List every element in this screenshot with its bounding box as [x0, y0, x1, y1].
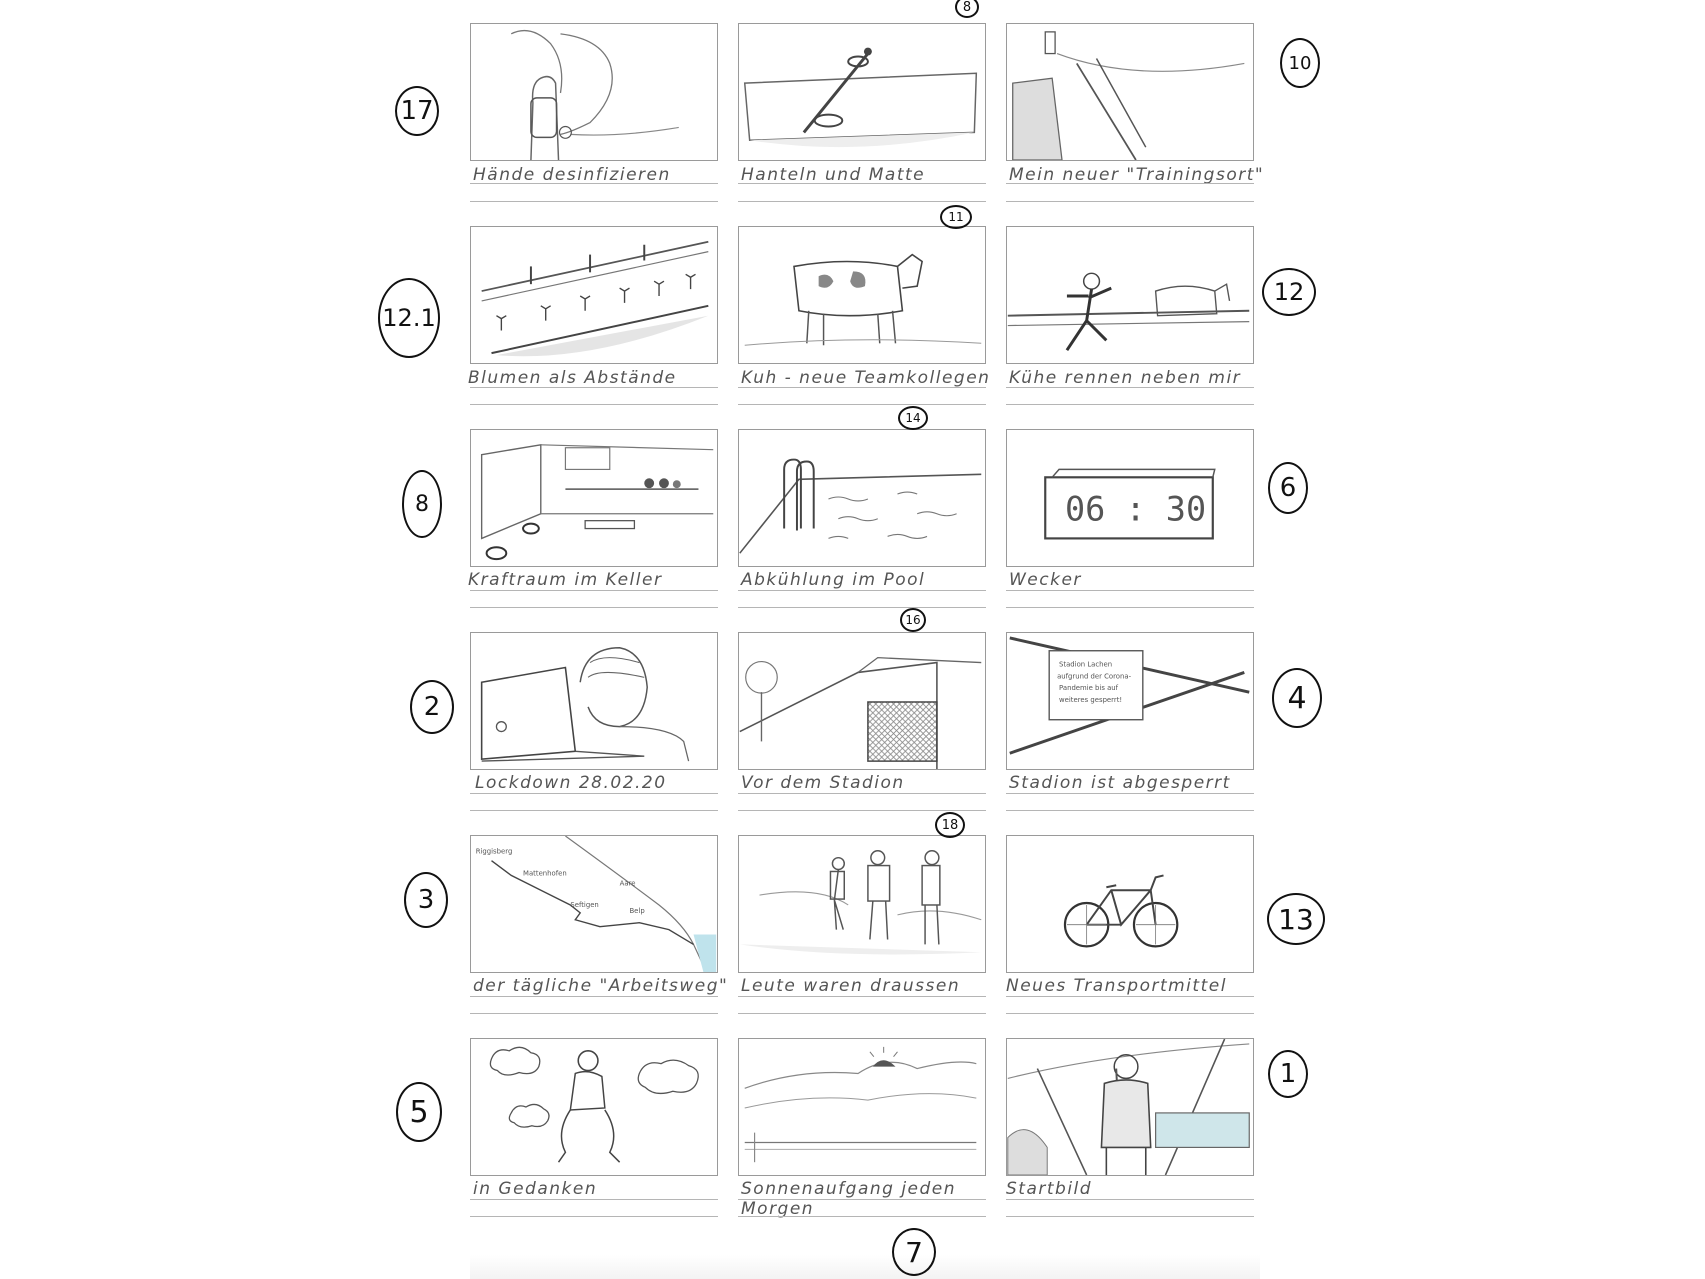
caption-line [1006, 810, 1254, 811]
panel-number: 8 [955, 0, 979, 18]
panel-cows-running [1006, 226, 1254, 364]
sign-line-4: weiteres gesperrt! [1059, 695, 1123, 704]
sketch-laptop-girl [471, 633, 717, 769]
caption-line [738, 183, 986, 184]
caption-line [470, 183, 718, 184]
page-bottom-shadow [470, 1255, 1260, 1279]
caption-line [470, 387, 718, 388]
sketch-start-image [1007, 1039, 1253, 1175]
sketch-closed-sign [1007, 633, 1253, 769]
panel-basement-gym [470, 429, 718, 567]
caption-line [738, 201, 986, 202]
caption-line [1006, 183, 1254, 184]
caption-line [470, 1013, 718, 1014]
caption-17: Sonnenaufgang jeden [741, 1179, 957, 1199]
clock-display: 06 : 30 [1064, 489, 1207, 529]
panel-cow [738, 226, 986, 364]
caption-line [470, 201, 718, 202]
panel-number: 3 [404, 872, 448, 928]
caption-line [738, 1216, 986, 1217]
sketch-alarm-clock [1007, 430, 1253, 566]
panel-number: 12.1 [378, 278, 440, 358]
panel-bicycle [1006, 835, 1254, 973]
panel-lockdown [470, 632, 718, 770]
panel-number: 1 [1268, 1050, 1308, 1098]
panel-number: 5 [396, 1082, 442, 1142]
caption-line [1006, 1216, 1254, 1217]
sign-line-3: Pandemie bis auf [1059, 684, 1119, 693]
sketch-hands [471, 24, 717, 160]
caption-line [738, 810, 986, 811]
panel-number: 17 [395, 86, 439, 136]
panel-commute-map [470, 835, 718, 973]
caption-5: Kuh - neue Teamkollegen [741, 368, 991, 388]
caption-9: Wecker [1009, 570, 1082, 590]
caption-line [1006, 607, 1254, 608]
sketch-people [739, 836, 985, 972]
caption-line [470, 404, 718, 405]
caption-2: Hanteln und Matte [741, 165, 926, 185]
caption-1: Hände desinfizieren [473, 165, 671, 185]
sketch-cow [739, 227, 985, 363]
caption-17-line2: Morgen [741, 1199, 815, 1219]
panel-number: 16 [900, 608, 926, 632]
caption-line [738, 1013, 986, 1014]
caption-12: Stadion ist abgesperrt [1009, 773, 1231, 793]
caption-15: Neues Transportmittel [1006, 976, 1227, 996]
caption-line [738, 1199, 986, 1200]
caption-line [738, 590, 986, 591]
map-label: Belp [629, 906, 645, 915]
panel-number: 12 [1262, 268, 1316, 316]
sketch-map [471, 836, 717, 972]
caption-14: Leute waren draussen [741, 976, 961, 996]
sign-line-1: Stadion Lachen [1059, 660, 1113, 669]
sketch-pool [739, 430, 985, 566]
caption-line [470, 996, 718, 997]
map-label: Mattenhofen [523, 869, 567, 878]
caption-line [738, 607, 986, 608]
panel-number: 11 [940, 205, 972, 229]
caption-line [738, 793, 986, 794]
caption-4: Blumen als Abstände [468, 368, 677, 388]
sketch-stadium [739, 633, 985, 769]
caption-10: Lockdown 28.02.20 [475, 773, 667, 793]
panel-stadium-closed [1006, 632, 1254, 770]
panel-training-place [1006, 23, 1254, 161]
bottom-page-number: 7 [892, 1228, 936, 1276]
panel-number: 8 [402, 470, 442, 538]
caption-line [1006, 1013, 1254, 1014]
caption-line [738, 404, 986, 405]
panel-number: 14 [898, 406, 928, 430]
caption-7: Kraftraum im Keller [468, 570, 663, 590]
map-label: Riggisberg [475, 847, 513, 856]
caption-line [738, 996, 986, 997]
caption-line [470, 590, 718, 591]
panel-stadium [738, 632, 986, 770]
caption-line [1006, 201, 1254, 202]
sketch-dumbbells [739, 24, 985, 160]
sketch-flowers [471, 227, 717, 363]
panel-number: 13 [1267, 893, 1325, 945]
panel-sunrise [738, 1038, 986, 1176]
panel-people-outside [738, 835, 986, 973]
caption-8: Abkühlung im Pool [741, 570, 926, 590]
panel-number: 2 [410, 680, 454, 734]
caption-18: Startbild [1006, 1179, 1093, 1199]
sketch-basement-gym [471, 430, 717, 566]
panel-flowers [470, 226, 718, 364]
caption-line [470, 793, 718, 794]
panel-start-image [1006, 1038, 1254, 1176]
caption-line [1006, 1199, 1254, 1200]
sketch-thinking-girl [471, 1039, 717, 1175]
caption-line [470, 1216, 718, 1217]
caption-line [470, 1199, 718, 1200]
map-label: Aare [619, 879, 636, 888]
caption-6: Kühe rennen neben mir [1009, 368, 1242, 388]
panel-number: 4 [1272, 668, 1322, 728]
sketch-sunrise [739, 1039, 985, 1175]
panel-hands-disinfect [470, 23, 718, 161]
map-label: Seftigen [570, 900, 599, 909]
caption-3: Mein neuer "Trainingsort" [1009, 165, 1265, 185]
caption-line [1006, 387, 1254, 388]
caption-16: in Gedanken [473, 1179, 598, 1199]
panel-alarm-clock [1006, 429, 1254, 567]
caption-line [1006, 590, 1254, 591]
panel-dumbbells-mat [738, 23, 986, 161]
caption-line [1006, 793, 1254, 794]
caption-line [470, 607, 718, 608]
caption-line [738, 387, 986, 388]
panel-number: 10 [1280, 38, 1320, 88]
caption-line [1006, 996, 1254, 997]
sketch-training-place [1007, 24, 1253, 160]
panel-in-thoughts [470, 1038, 718, 1176]
sketch-runner-cows [1007, 227, 1253, 363]
caption-line [470, 810, 718, 811]
panel-number: 18 [935, 812, 965, 838]
caption-13: der tägliche "Arbeitsweg" [473, 976, 729, 996]
sign-line-2: aufgrund der Corona- [1057, 672, 1132, 681]
sketch-bicycle [1007, 836, 1253, 972]
caption-line [1006, 404, 1254, 405]
caption-11: Vor dem Stadion [741, 773, 905, 793]
panel-number: 6 [1268, 462, 1308, 514]
panel-pool [738, 429, 986, 567]
